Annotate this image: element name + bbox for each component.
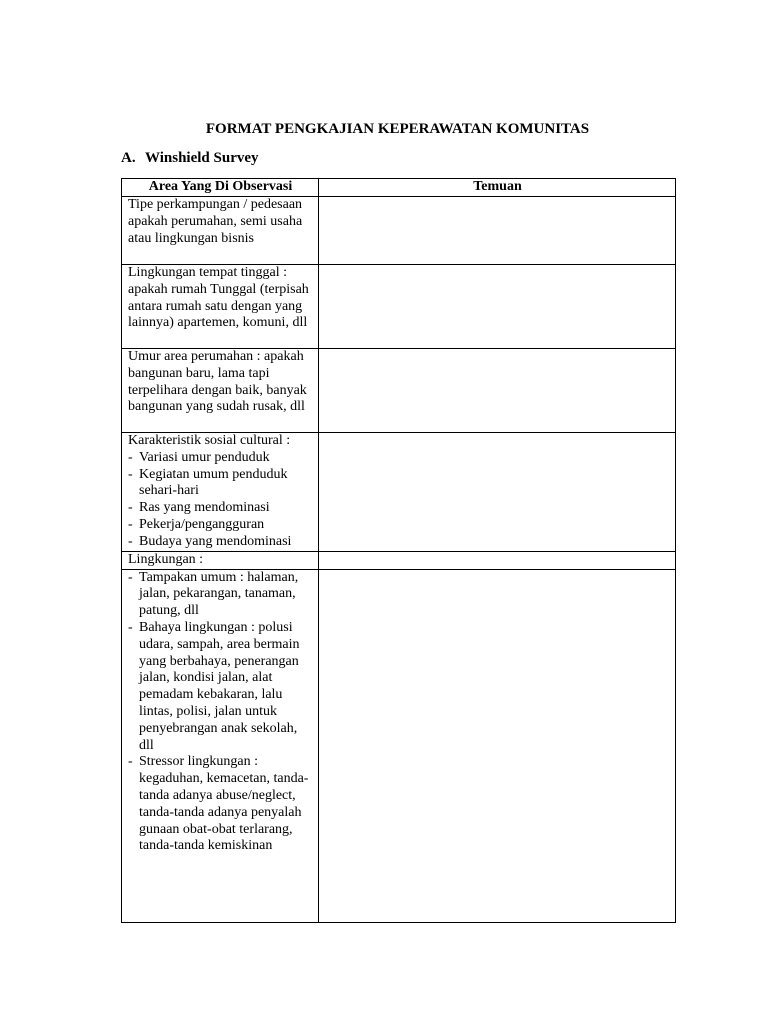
section-label: Winshield Survey xyxy=(145,150,259,166)
list-item: - Bahaya lingkungan : polusi udara, sampah, area bermain yang berbahaya, penerangan jalan, kondisi jalan, alat pemadam kebakaran, lalu lintas, polisi, jalan untuk penyebrangan anak sekolah, dll xyxy=(128,620,313,754)
row-area-cell: Tipe perkampungan / pedesaan apakah perumahan, semi usaha atau lingkungan bisnis xyxy=(122,197,319,265)
row-finding-cell xyxy=(319,197,676,265)
list-item: - Ras yang mendominasi xyxy=(128,500,313,517)
row-area-cell xyxy=(122,569,319,922)
observation-table xyxy=(121,178,676,923)
row-area-cell: Lingkungan : xyxy=(122,551,319,569)
list-item: - Stressor lingkungan : kegaduhan, kemacetan, tanda-tanda adanya abuse/neglect, tanda-tanda adanya penyalah gunaan obat-obat terlarang, tanda-tanda kemiskinan xyxy=(128,754,313,855)
row-area-cell: Lingkungan tempat tinggal : apakah rumah Tunggal (terpisah antara rumah satu dengan yang lainnya) apartemen, komuni, dll xyxy=(122,265,319,349)
table-header-row xyxy=(122,179,676,197)
bullet-list xyxy=(128,570,313,856)
row-heading: Karakteristik sosial cultural : xyxy=(128,433,291,448)
section-number: A. xyxy=(121,150,136,166)
row-area-cell: Umur area perumahan : apakah bangunan baru, lama tapi terpelihara dengan baik, banyak bangunan yang sudah rusak, dll xyxy=(122,349,319,433)
row-finding-cell xyxy=(319,433,676,552)
table-row xyxy=(122,551,676,569)
list-item: - Budaya yang mendominasi xyxy=(128,534,313,551)
header-observed-area: Area Yang Di Observasi xyxy=(122,179,319,197)
row-finding-cell xyxy=(319,265,676,349)
section-heading xyxy=(121,150,259,167)
list-item: - Kegiatan umum penduduk sehari-hari xyxy=(128,467,313,501)
row-finding-cell xyxy=(319,551,676,569)
row-finding-cell xyxy=(319,569,676,922)
header-findings: Temuan xyxy=(319,179,676,197)
table-row xyxy=(122,197,676,265)
list-item: - Variasi umur penduduk xyxy=(128,450,313,467)
list-item: - Pekerja/pengangguran xyxy=(128,517,313,534)
bullet-list xyxy=(128,450,313,551)
table-row xyxy=(122,569,676,922)
table-row xyxy=(122,265,676,349)
table-row xyxy=(122,349,676,433)
list-item: - Tampakan umum : halaman, jalan, pekarangan, tanaman, patung, dll xyxy=(128,570,313,620)
document-title: FORMAT PENGKAJIAN KEPERAWATAN KOMUNITAS xyxy=(205,121,590,137)
table-row xyxy=(122,433,676,552)
row-area-cell xyxy=(122,433,319,552)
row-finding-cell xyxy=(319,349,676,433)
